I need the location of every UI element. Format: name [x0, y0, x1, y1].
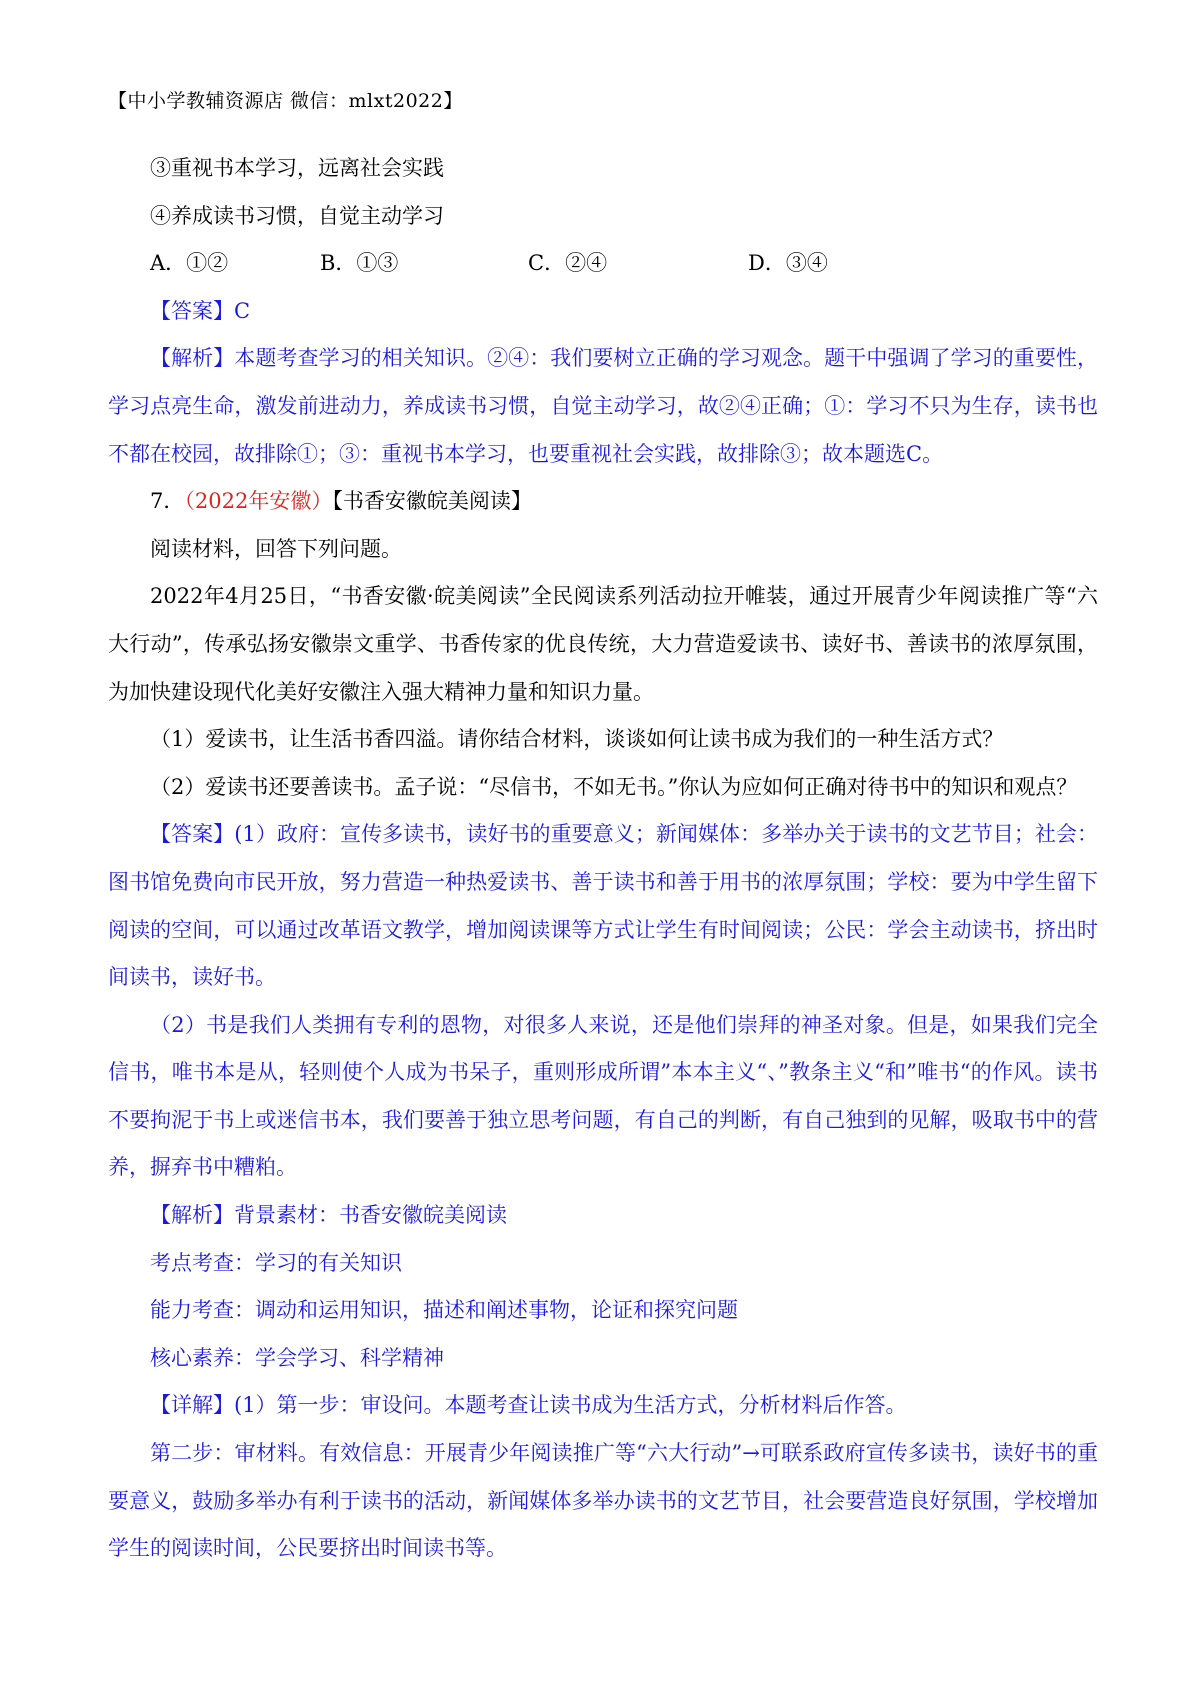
option-a: A．①②: [150, 251, 229, 276]
page-header: 【中小学教辅资源店 微信：mlxt2022】: [108, 90, 463, 112]
option-d: D．③④: [748, 251, 828, 276]
q7-detail-step-1: 【详解】(1）第一步：审设问。本题考查让读书成为生活方式，分析材料后作答。: [150, 1393, 907, 1418]
q7-answer-1: 【答案】(1）政府：宣传多读书，读好书的重要意义；新闻媒体：多举办关于读书的文艺节目；社会：图书馆免费向市民开放，努力营造一种热爱读书、善于读书和善于用书的浓厚氛围；学校：要为中学生留下阅读的空间，可以通过改革语文教学，增加阅读课等方式让学生有时间阅读；公民：学会主动读书，挤出时间读书，读好书。: [108, 822, 1098, 990]
q7-topic: 【书香安徽皖美阅读】: [332, 489, 532, 514]
q7-suyang: 核心素养：学会学习、科学精神: [150, 1345, 444, 1370]
q7-nengli: 能力考查：调动和运用知识，描述和阐述事物，论证和探究问题: [150, 1298, 738, 1323]
q6-item-4: ④养成读书习惯，自觉主动学习: [150, 203, 444, 228]
q7-question-1: （1）爱读书，让生活书香四溢。请你结合材料，谈谈如何让读书成为我们的一种生活方式？: [150, 727, 1004, 752]
q7-answer-2: （2）书是我们人类拥有专利的恩物，对很多人来说，还是他们崇拜的神圣对象。但是，如果我们完全信书，唯书本是从，轻则使个人成为书呆子，重则形成所谓”本本主义“、”教条主义“和”唯书“的作风。读书不要拘泥于书上或迷信书本，我们要善于独立思考问题，有自己的判断，有自己独到的见解，吸取书中的营养，摒弃书中糟粕。: [108, 1012, 1098, 1180]
document-body: [108, 145, 1098, 1573]
q7-number: 7．: [150, 489, 185, 514]
q7-detail-step-2: 第二步：审材料。有效信息：开展青少年阅读推广等“六大行动”→可联系政府宣传多读书，读好书的重要意义，鼓励多举办有利于读书的活动，新闻媒体多举办读书的文艺节目，社会要营造良好氛围，学校增加学生的阅读时间，公民要挤出时间读书等。: [108, 1441, 1098, 1561]
q6-item-3: ③重视书本学习，远离社会实践: [150, 156, 444, 180]
q7-material: 2022年4月25日，“书香安徽·皖美阅读”全民阅读系列活动拉开帷装，通过开展青少年阅读推广等“六大行动”，传承弘扬安徽崇文重学、书香传家的优良传统，大力营造爱读书、读好书、善读书的浓厚氛围，为加快建设现代化美好安徽注入强大精神力量和知识力量。: [108, 584, 1098, 704]
q6-analysis: 【解析】本题考查学习的相关知识。②④：我们要树立正确的学习观念。题干中强调了学习的重要性，学习点亮生命，激发前进动力，养成读书习惯，自觉主动学习，故②④正确；①：学习不只为生存，读书也不都在校园，故排除①；③：重视书本学习，也要重视社会实践，故排除③；故本题选C。: [108, 346, 1098, 466]
q7-question-2: （2）爱读书还要善读书。孟子说：“尽信书，不如无书。”你认为应如何正确对待书中的知识和观点？: [150, 774, 1078, 799]
option-c: C．②④: [528, 251, 608, 276]
q7-instruction: 阅读材料，回答下列问题。: [150, 536, 402, 561]
q7-analysis: 【解析】背景素材：书香安徽皖美阅读: [150, 1203, 507, 1228]
q7-kaodian: 考点考查：学习的有关知识: [150, 1250, 402, 1275]
option-b: B．①③: [320, 251, 399, 276]
q6-options: [108, 240, 1098, 288]
q7-heading: [108, 478, 1098, 526]
q6-answer: 【答案】C: [150, 298, 251, 323]
q7-source: （2022年安徽）: [184, 489, 333, 514]
